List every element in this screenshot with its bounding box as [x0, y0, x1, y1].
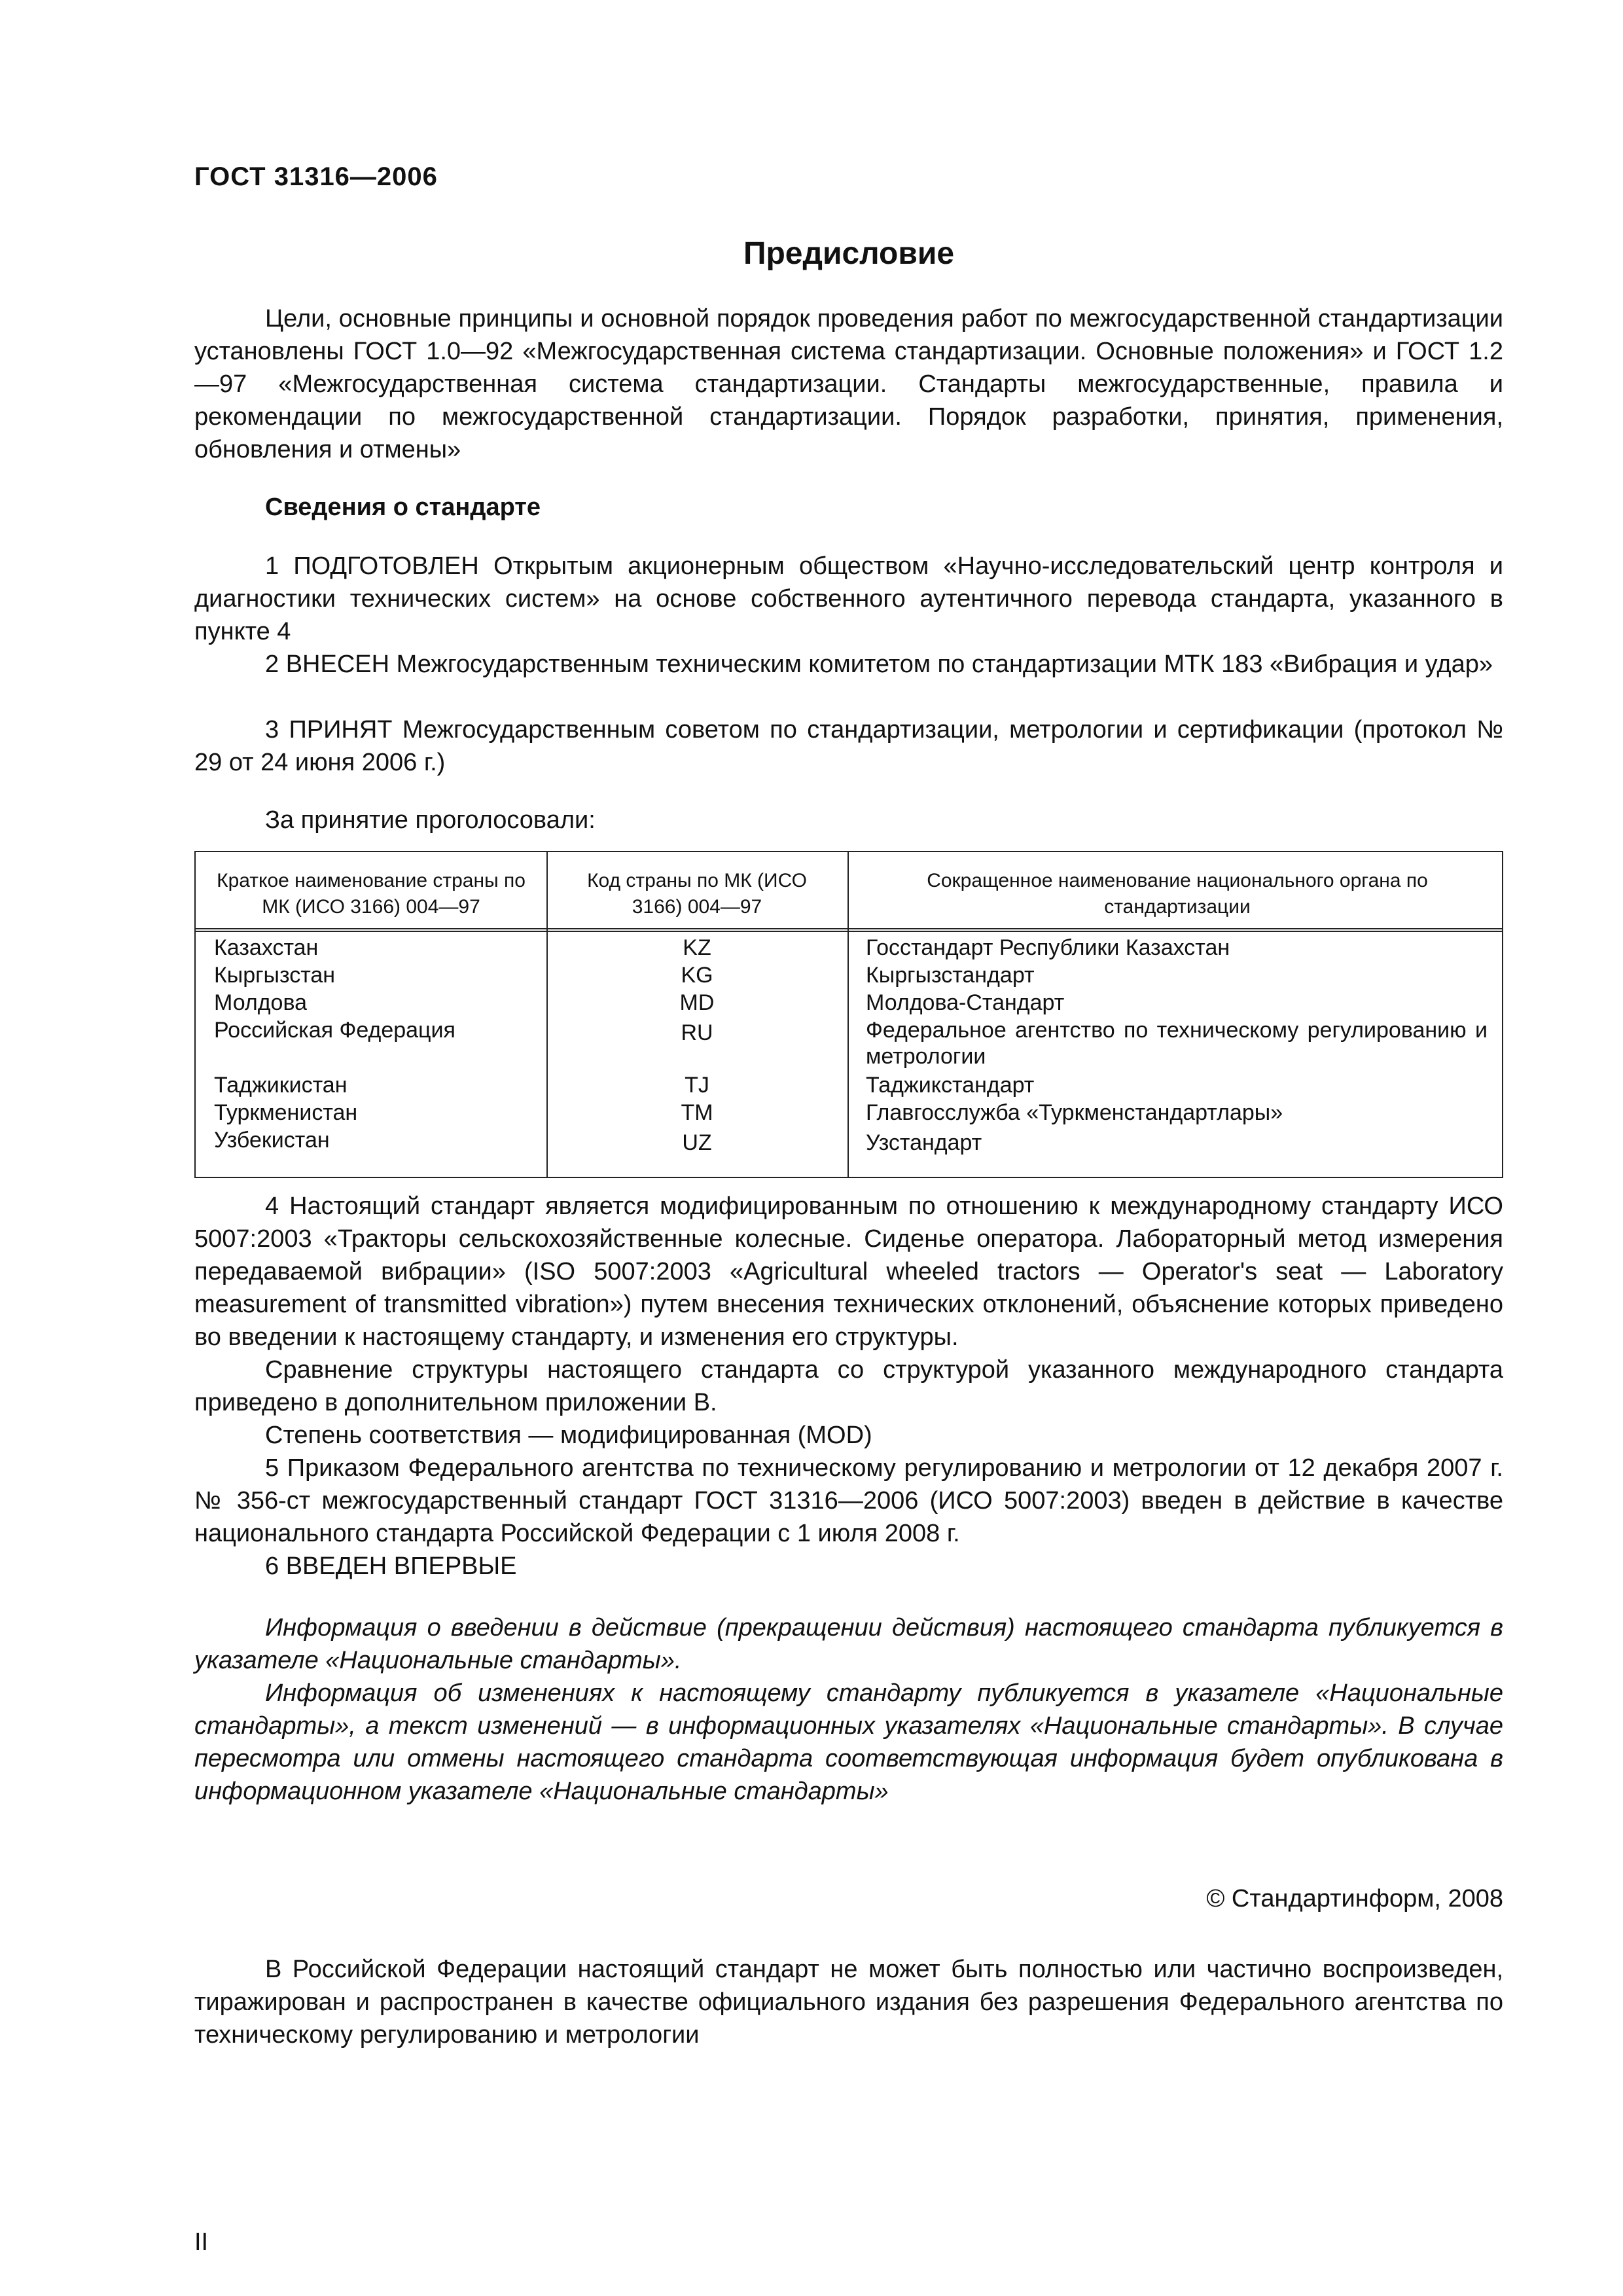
body-cell: Кыргызстандарт — [866, 963, 1035, 988]
header-code: Код страны по МК (ИСО 3166) 004—97 — [587, 870, 807, 918]
body-cell: Федеральное агентство по техническому регулированию и метрологии — [866, 1018, 1488, 1069]
item-4-paragraph: 4 Настоящий стандарт является модифицированным по отношению к международному стандарту ИСО 5007:2003 «Тракторы сельскохозяйственные колесные. Сиденье оператора. Лабораторный метод измерения передаваемой вибрации» (ISO 5007:2003 «Agricultural wheeled tractors — Operator's seat — Laboratory measurement of transmitted vibration») путем внесения технических отклонений, объяснение которых приведено во введении к настоящему стандарту, и изменения его структуры. — [194, 1193, 1503, 1351]
info-heading: Сведения о стандарте — [265, 493, 541, 521]
item-5-paragraph: 5 Приказом Федерального агентства по техническому регулированию и метрологии от 12 декабря 2007 г. № 356-ст межгосударственный стандарт ГОСТ 31316—2006 (ИСО 5007:2003) введен в действие в качестве национального стандарта Российской Федерации с 1 июля 2008 г. — [194, 1454, 1503, 1547]
intro-paragraph: Цели, основные принципы и основной порядок проведения работ по межгосударственной стандартизации установлены ГОСТ 1.0—92 «Межгосударственная система стандартизации. Основные положения» и ГОСТ 1.2—97 «Межгосударственная система стандартизации. Стандарты межгосударственные, правила и рекомендации по межгосударственной стандартизации. Порядок разработки, принятия, применения, обновления и отмены» — [194, 305, 1503, 463]
changes-info: Информация об изменениях к настоящему стандарту публикуется в указателе «Национальные стандарты», а текст изменений — в информационных указателях «Национальные стандарты». В случае пересмотра или отмены настоящего стандарта соответствующая информация будет опубликована в информационном указателе «Национальные стандарты» — [194, 1679, 1503, 1805]
body-cell: Узстандарт — [866, 1130, 982, 1155]
body-cell: Главгосслужба «Туркменстандартлары» — [866, 1100, 1283, 1125]
body-cell: Молдова-Стандарт — [866, 990, 1065, 1015]
document-page — [194, 0, 1503, 2296]
page-number: II — [194, 2229, 209, 2256]
code-cell: KZ — [683, 935, 711, 960]
copyright: © Стандартинформ, 2008 — [1206, 1885, 1503, 1912]
item-3-paragraph: 3 ПРИНЯТ Межгосударственным советом по стандартизации, метрологии и сертификации (протокол № 29 от 24 июня 2006 г.) — [194, 716, 1503, 776]
page-title: Предисловие — [743, 236, 955, 271]
standard-designation: ГОСТ 31316—2006 — [194, 162, 438, 191]
country-cell: Кыргызстан — [214, 963, 336, 988]
publication-info: Информация о введении в действие (прекращении действия) настоящего стандарта публикуется в указателе «Национальные стандарты». — [194, 1614, 1503, 1674]
item-4-degree: Степень соответствия — модифицированная (MOD) — [265, 1422, 872, 1449]
country-cell: Молдова — [214, 990, 308, 1015]
country-cell: Российская Федерация — [214, 1018, 455, 1043]
code-cell: MD — [679, 990, 715, 1015]
item-2-paragraph: 2 ВНЕСЕН Межгосударственным техническим комитетом по стандартизации МТК 183 «Вибрация и удар» — [265, 651, 1493, 678]
item-4-comparison: Сравнение структуры настоящего стандарта со структурой указанного международного стандарта приведено в дополнительном приложении В. — [194, 1356, 1503, 1416]
code-cell: TM — [681, 1100, 713, 1125]
voting-table — [194, 851, 1503, 1178]
body-cell: Госстандарт Республики Казахстан — [866, 935, 1230, 960]
reproduction-notice: В Российской Федерации настоящий стандарт не может быть полностью или частично воспроизведен, тиражирован и распространен в качестве официального издания без разрешения Федерального агентства по техническому регулированию и метрологии — [194, 1956, 1503, 2049]
body-cell: Таджикстандарт — [866, 1073, 1035, 1098]
country-cell: Таджикистан — [214, 1073, 348, 1098]
voted-label: За принятие проголосовали: — [265, 806, 596, 834]
code-cell: RU — [681, 1020, 713, 1045]
item-1-paragraph: 1 ПОДГОТОВЛЕН Открытым акционерным обществом «Научно-исследовательский центр контроля и диагностики технических систем» на основе собственного аутентичного перевода стандарта, указанного в пункте 4 — [194, 552, 1503, 645]
header-country: Краткое наименование страны по МК (ИСО 3166) 004—97 — [217, 870, 526, 918]
header-national-body: Сокращенное наименование национального органа по стандартизации — [927, 870, 1428, 918]
item-6-paragraph: 6 ВВЕДЕН ВПЕРВЫЕ — [265, 1552, 517, 1580]
country-cell: Казахстан — [214, 935, 319, 960]
code-cell: UZ — [682, 1130, 712, 1155]
table-header — [196, 852, 1502, 932]
country-cell: Туркменистан — [214, 1100, 358, 1125]
code-cell: TJ — [685, 1073, 709, 1098]
country-cell: Узбекистан — [214, 1128, 330, 1153]
code-cell: KG — [681, 963, 713, 988]
